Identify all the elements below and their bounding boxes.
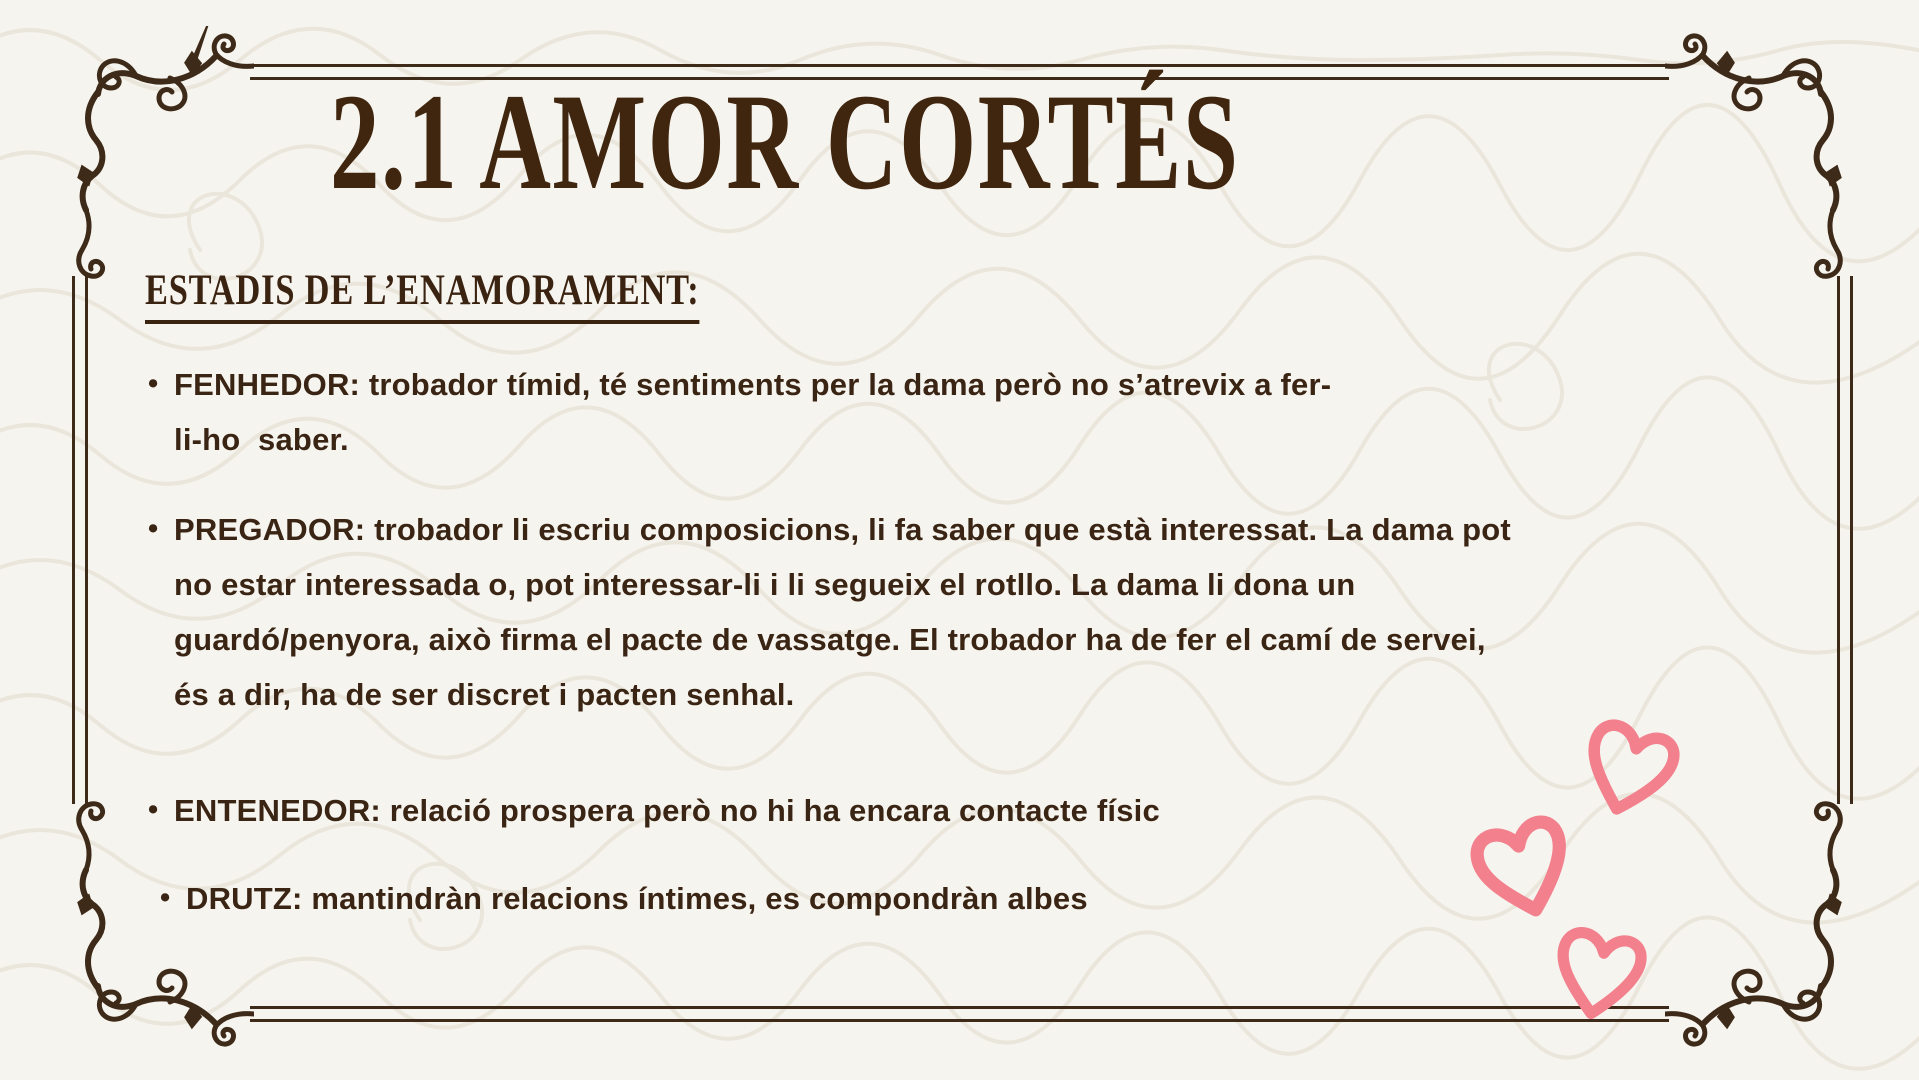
- bullet-text: [174, 783, 1160, 838]
- list-item: [148, 357, 1511, 467]
- bullet-marker: •: [148, 368, 159, 400]
- list-item: [148, 783, 1511, 838]
- bullet-line: ENTENEDOR: relació prospera però no hi ha encara contacte físic: [174, 793, 1160, 828]
- bullet-marker: •: [160, 882, 171, 914]
- bullet-text: [186, 871, 1088, 926]
- bullet-text: [174, 357, 1331, 467]
- bullet-line: FENHEDOR: trobador tímid, té sentiments per la dama però no s’atrevix a fer-: [174, 367, 1332, 402]
- page-title: [140, 65, 1430, 218]
- list-item: [148, 502, 1511, 722]
- bullet-text: [174, 502, 1511, 722]
- section-heading: [145, 266, 838, 324]
- bullet-line: és a dir, ha de ser discret i pacten senhal.: [174, 677, 795, 712]
- bullet-line: DRUTZ: mantindràn relacions íntimes, es compondràn albes: [186, 881, 1088, 916]
- section-heading-text: ESTADIS DE L’ENAMORAMENT:: [145, 266, 700, 324]
- bullet-line: no estar interessada o, pot interessar-li i li segueix el rotllo. La dama li dona un: [174, 567, 1356, 602]
- heart-icon: [1532, 907, 1668, 1040]
- frame-right-line: [1837, 276, 1853, 804]
- page-title-text: 2.1 AMOR CORTÉS: [330, 65, 1240, 218]
- list-item: [160, 871, 1511, 926]
- bullet-list: [148, 357, 1511, 926]
- bullet-marker: •: [148, 513, 159, 545]
- bullet-line: PREGADOR: trobador li escriu composicions, li fa saber que està interessat. La dama pot: [174, 512, 1511, 547]
- bullet-marker: •: [148, 794, 159, 826]
- frame-left-line: [72, 276, 88, 804]
- corner-flourish-icon: [1665, 794, 1875, 1054]
- bullet-line: guardó/penyora, això firma el pacte de vassatge. El trobador ha de fer el camí de servei,: [174, 622, 1486, 657]
- bullet-line: li-ho saber.: [174, 422, 349, 457]
- corner-flourish-icon: [1665, 26, 1875, 286]
- frame-bottom-line: [250, 1006, 1669, 1022]
